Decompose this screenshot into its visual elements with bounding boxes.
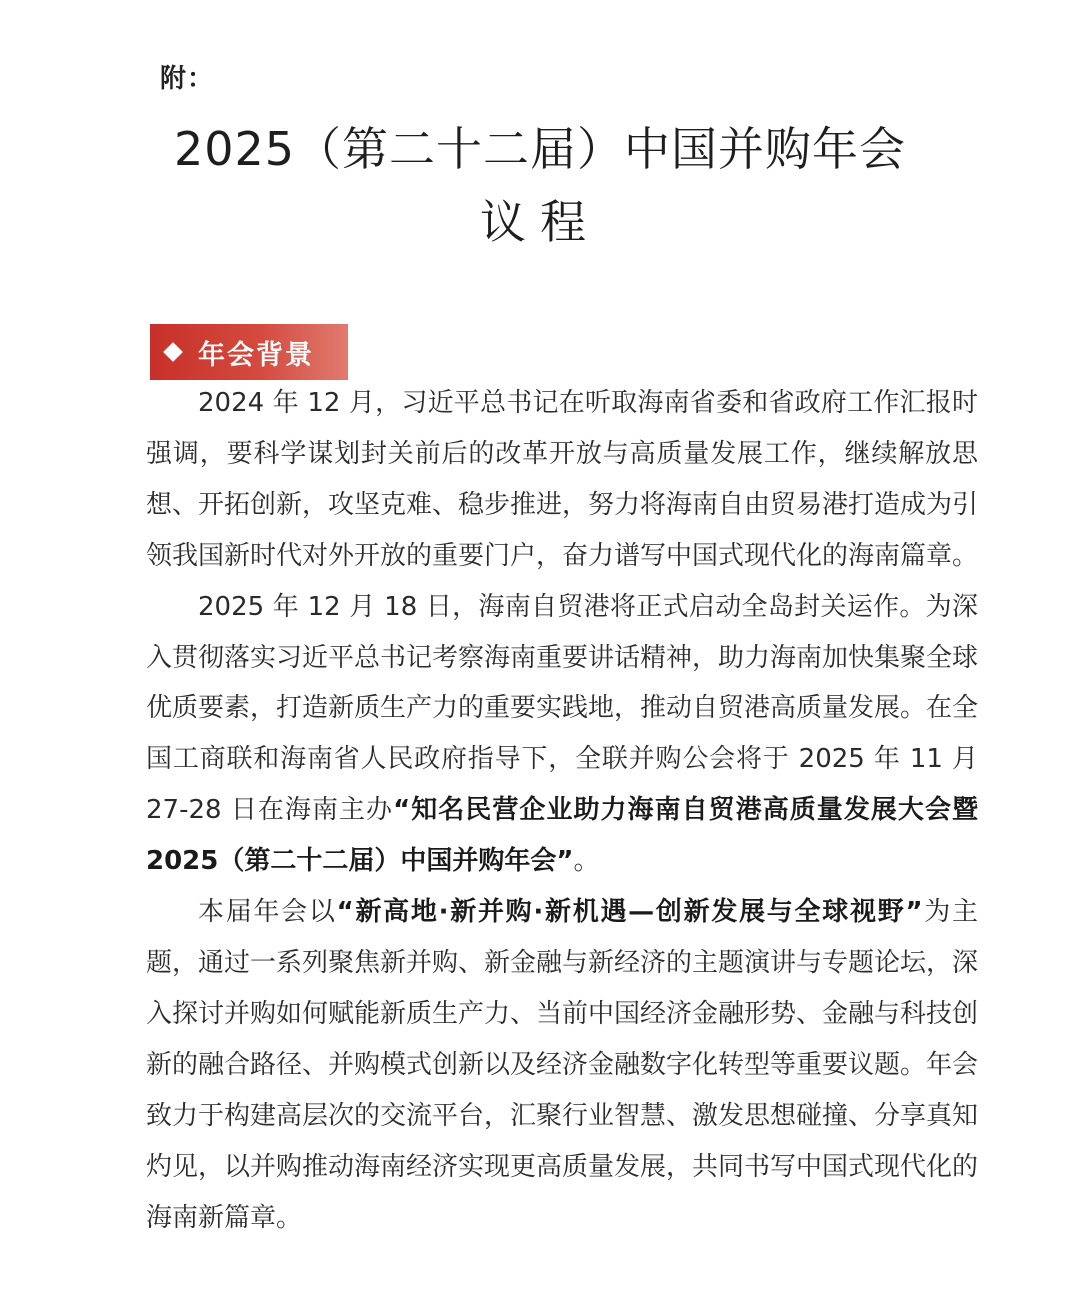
page-title: 2025（第二十二届）中国并购年会: [173, 122, 907, 176]
page-subtitle: 议程: [480, 195, 600, 249]
paragraph-text: 。: [573, 846, 600, 877]
body-text: [146, 378, 978, 1243]
attachment-label: 附：: [160, 64, 215, 94]
paragraph-bold-text: “知名民营企业助力海南自贸港高质量发展大会暨 2025（第二十二届）中国并购年会”: [146, 795, 978, 877]
paragraph-text: 本届年会以: [198, 897, 337, 928]
section-header-label: 年会背景: [198, 339, 314, 371]
diamond-icon: [163, 342, 183, 362]
paragraph: [146, 887, 978, 1243]
section-header: [150, 324, 348, 380]
paragraph: [146, 582, 978, 887]
paragraph-bold-text: “新高地·新并购·新机遇—创新发展与全球视野”: [336, 897, 923, 928]
paragraph: [146, 378, 978, 582]
paragraph-text: 为主题，通过一系列聚焦新并购、新金融与新经济的主题演讲与专题论坛，深入探讨并购如何赋能新质生产力、当前中国经济金融形势、金融与科技创新的融合路径、并购模式创新以及经济金融数字化转型等重要议题。年会致力于构建高层次的交流平台，汇聚行业智慧、激发思想碰撞、分享真知灼见，以并购推动海南经济实现更高质量发展，共同书写中国式现代化的海南新篇章。: [146, 897, 979, 1233]
paragraph-text: 2025 年 12 月 18 日，海南自贸港将正式启动全岛封关运作。为深入贯彻落实习近平总书记考察海南重要讲话精神，助力海南加快集聚全球优质要素，打造新质生产力的重要实践地，推动自贸港高质量发展。在全国工商联和海南省人民政府指导下，全联并购公会将于 2025 年 11 月 27-28 日在海南主办: [146, 591, 979, 826]
paragraph-text: 2024 年 12 月，习近平总书记在听取海南省委和省政府工作汇报时强调，要科学谋划封关前后的改革开放与高质量发展工作，继续解放思想、开拓创新，攻坚克难、稳步推进，努力将海南自由贸易港打造成为引领我国新时代对外开放的重要门户，奋力谱写中国式现代化的海南篇章。: [146, 388, 979, 571]
